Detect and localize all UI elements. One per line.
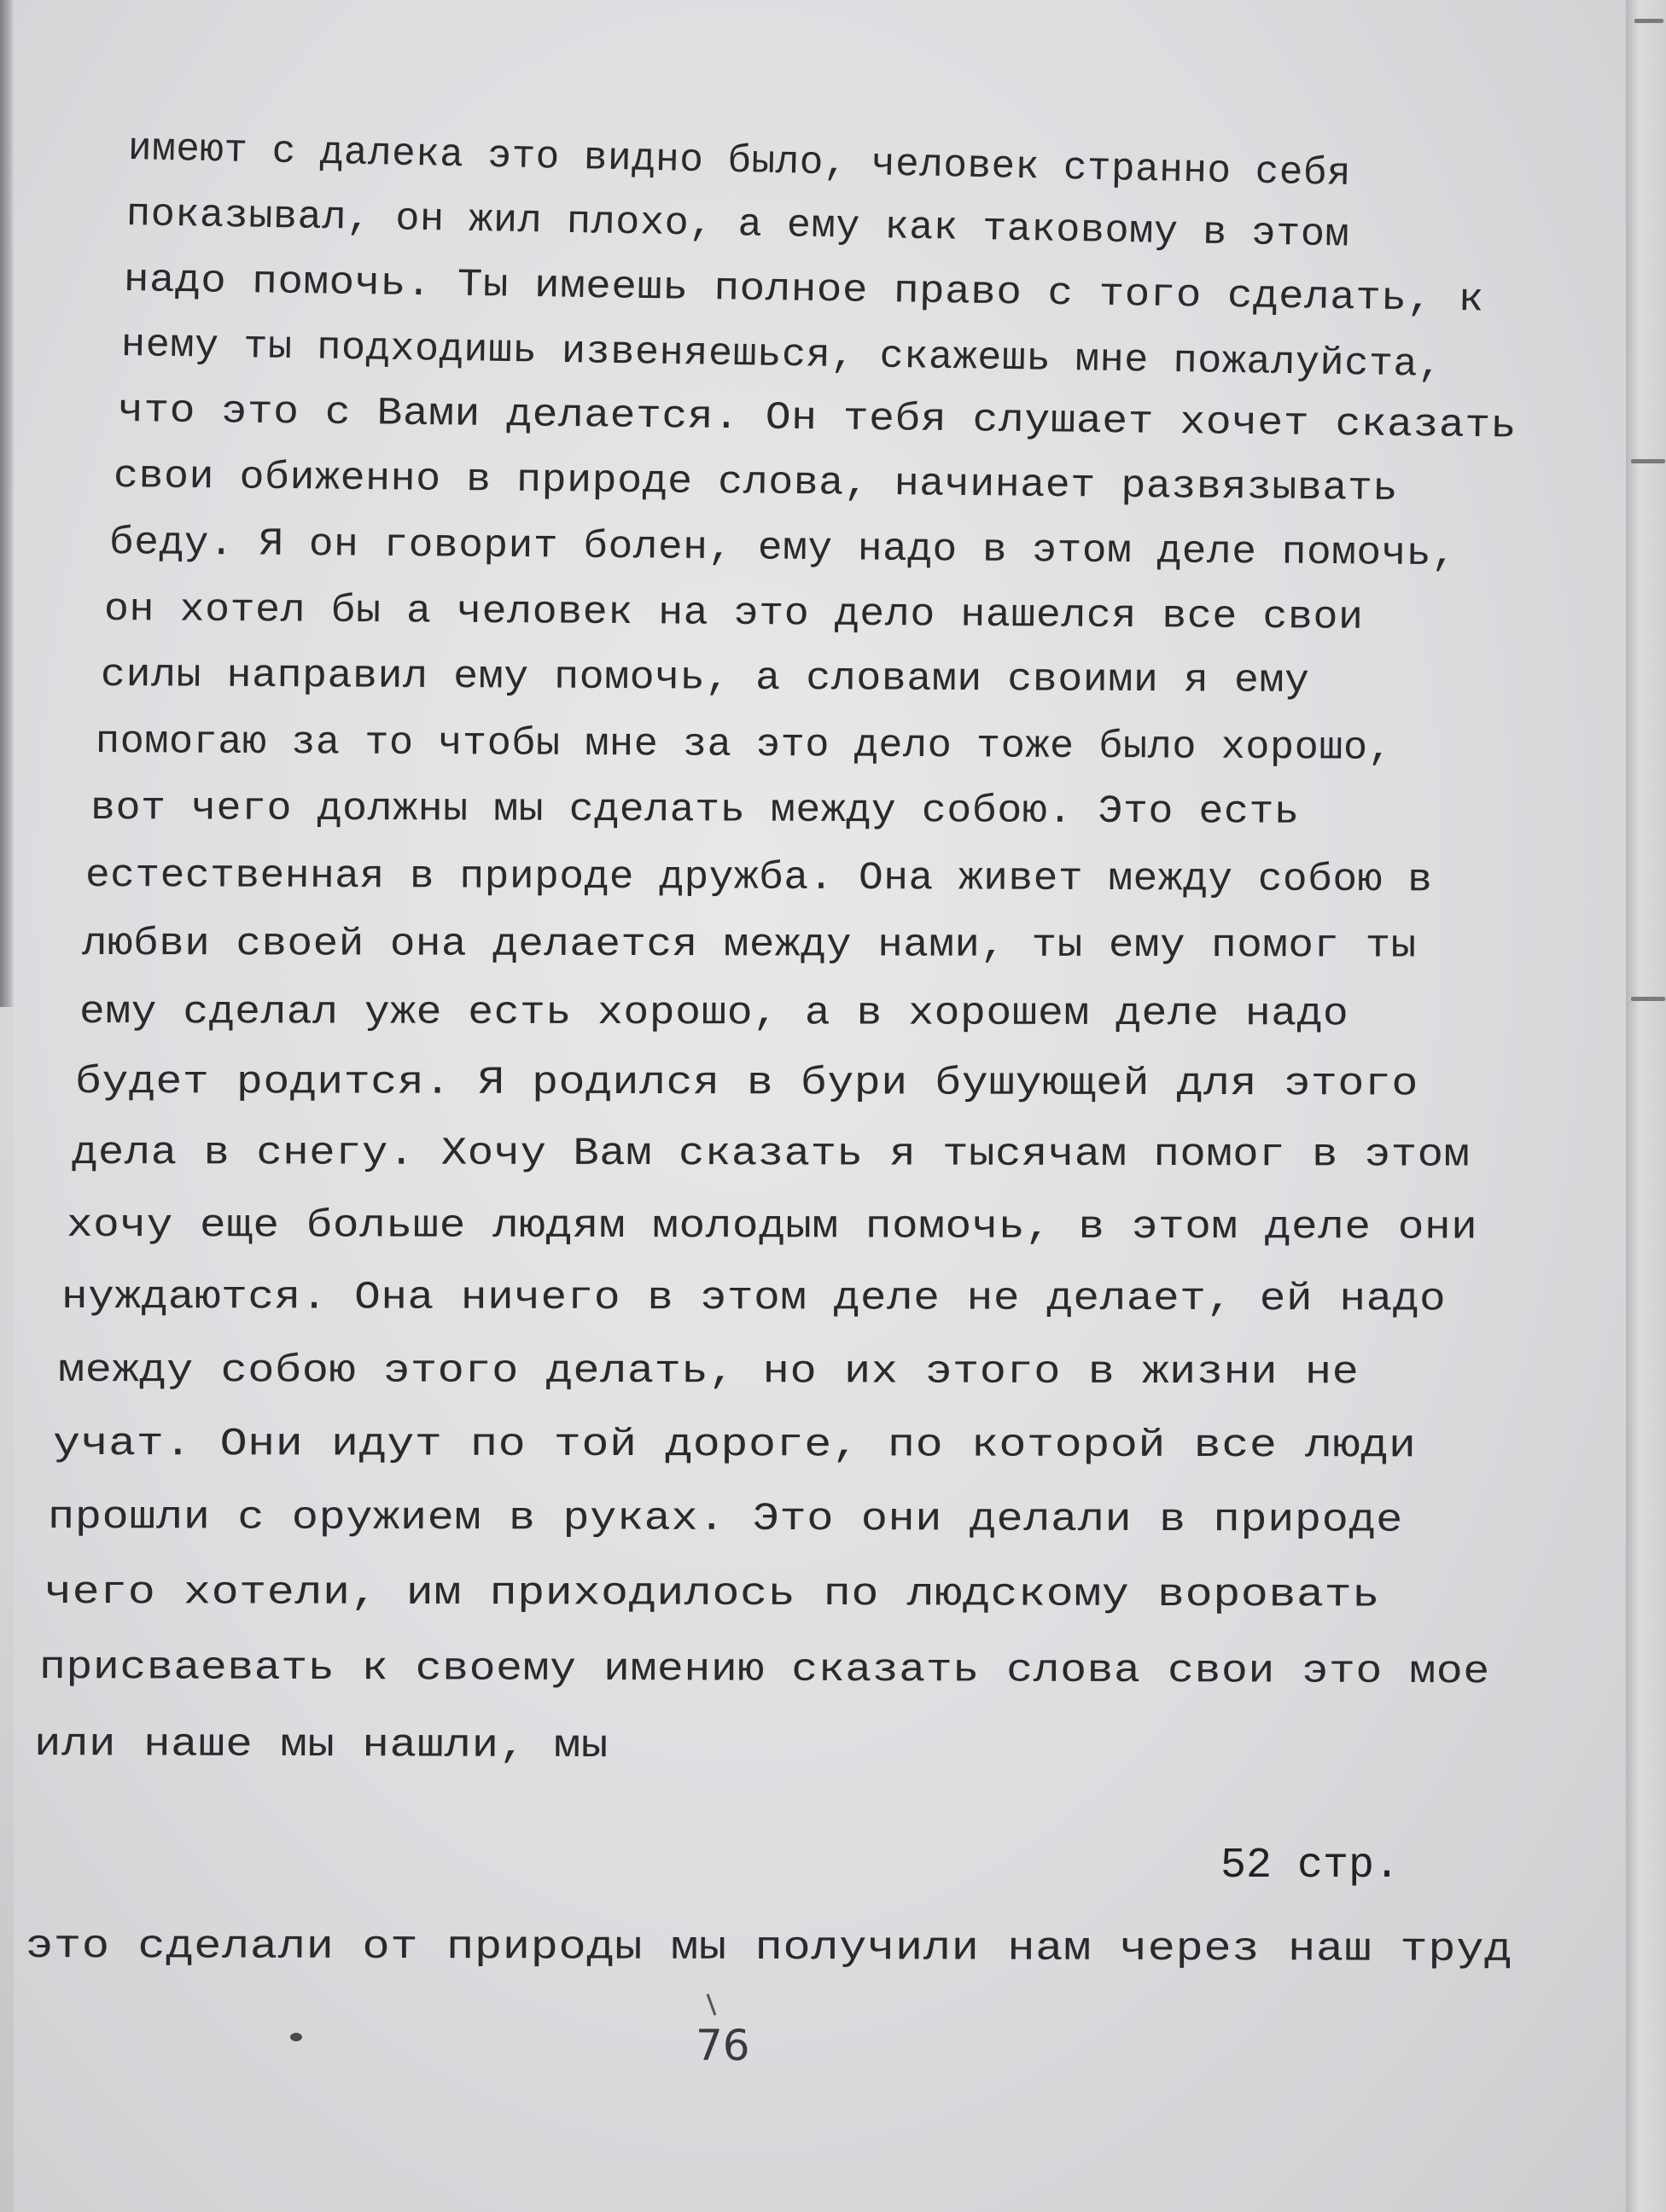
edge-tick: [1634, 19, 1663, 23]
text-line: беду. Я он говорит болен, ему надо в этом деле помочь,: [108, 521, 1457, 577]
text-line: присваевать к своему имению сказать слова свои это мое: [38, 1645, 1490, 1695]
text-line: естественная в природе дружба. Она живет между собою в: [84, 853, 1433, 903]
text-line: вот чего должны мы сделать между собою. Это есть: [90, 786, 1300, 835]
text-line: силы направил ему помочь, а словами своими я ему: [100, 653, 1310, 704]
continuation-line: это сделали от природы мы получили нам через наш труд: [25, 1924, 1513, 1973]
text-line: дела в снегу. Хочу Вам сказать я тысячам помог в этом: [71, 1131, 1471, 1178]
text-line: любви своей она делается между нами, ты ему помог ты: [81, 922, 1417, 969]
ink-speck: [290, 2033, 302, 2041]
edge-tick: [1631, 459, 1665, 463]
text-line: показывал, он жил плохо, а ему как таковому в этом: [125, 192, 1350, 258]
text-line: помогаю за то чтобы мне за это дело тоже было хорошо,: [95, 719, 1393, 771]
text-line: надо помочь. Ты имеешь полное право с того сделать, к: [123, 258, 1485, 323]
text-line: или наше мы нашли, мы: [33, 1722, 609, 1769]
text-line: нуждаются. Она ничего в этом деле не делает, ей надо: [61, 1275, 1447, 1322]
page-reference: 52 стр.: [1220, 1842, 1401, 1890]
text-line: учат. Они идут по той дороге, по которой все люди: [52, 1422, 1417, 1469]
text-line: нему ты подходишь извеняешься, скажешь мне пожалуйста,: [120, 323, 1443, 387]
text-line: будет родится. Я родился в бури бушующей для этого: [74, 1060, 1418, 1107]
text-line: имеют с далека это видно было, человек странно себя: [127, 126, 1352, 197]
text-line: свои обиженно в природе слова, начинает развязывать: [113, 454, 1399, 512]
text-line: чего хотели, им приходилось по людскому воровать: [44, 1570, 1380, 1618]
underlying-page-edge: [0, 0, 14, 1007]
text-line: что это с Вами делается. Он тебя слушает хочет сказать: [117, 388, 1517, 449]
edge-tick: [1631, 997, 1665, 1001]
text-line: ему сделал уже есть хорошо, а в хорошем деле надо: [79, 990, 1349, 1037]
text-line: между собою этого делать, но их этого в жизни не: [57, 1348, 1360, 1395]
text-line: он хотел бы а человек на это дело нашелся все свои: [103, 587, 1364, 640]
page-number: 76: [696, 2021, 750, 2070]
text-line: прошли с оружием в руках. Это они делали в природе: [47, 1495, 1403, 1543]
page-stack-edge: [1626, 0, 1666, 2212]
text-line: хочу еще больше людям молодым помочь, в этом деле они: [66, 1203, 1478, 1250]
